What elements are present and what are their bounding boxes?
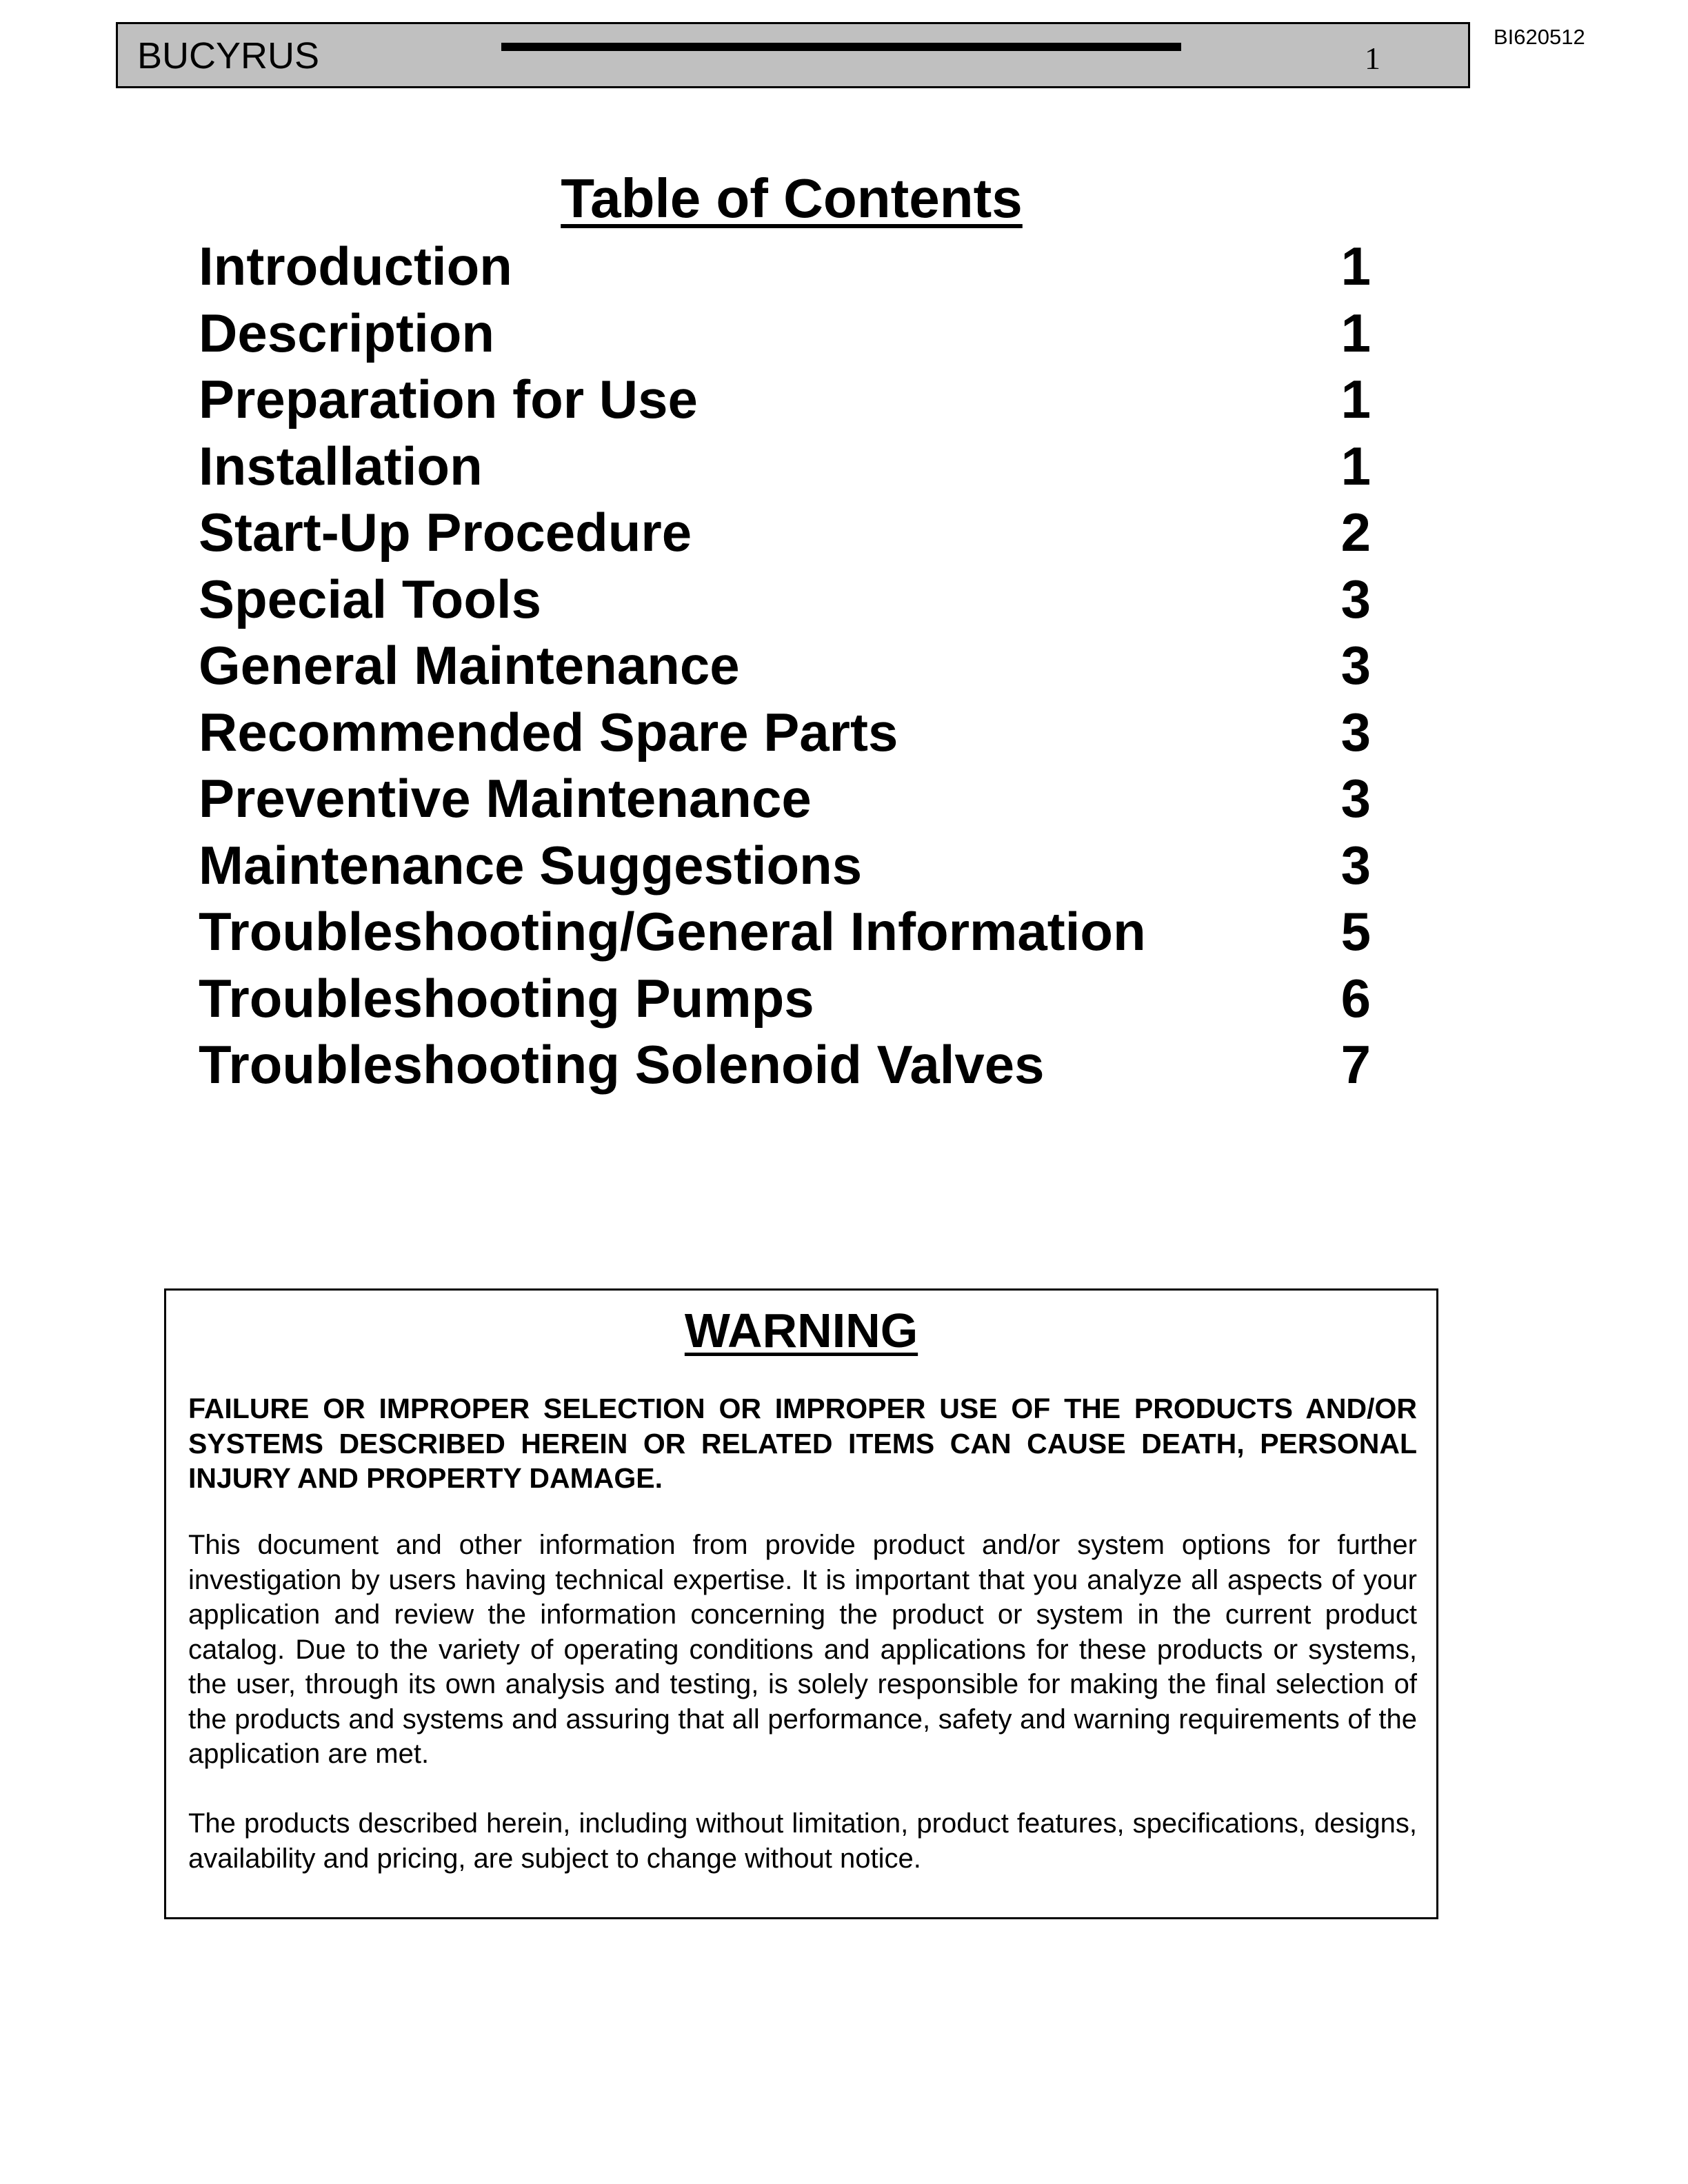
toc-entry-page: 3 <box>1340 701 1371 762</box>
toc-entry-preparation-for-use <box>199 366 1371 433</box>
toc-entry-label: Troubleshooting Solenoid Valves <box>199 1034 1045 1095</box>
toc-entry-page: 1 <box>1340 236 1371 296</box>
toc-entry-label: Recommended Spare Parts <box>199 701 898 762</box>
warning-notice-paragraph: The products described herein, including without limitation, product features, specifications, designs, availability and pricing, are subject to change without notice. <box>188 1808 1417 1874</box>
toc-entry-page: 7 <box>1340 1034 1371 1095</box>
toc-entry-installation <box>199 433 1371 500</box>
toc-entry-page: 3 <box>1340 635 1371 696</box>
toc-entry-start-up-procedure <box>199 499 1371 566</box>
toc-entry-page: 1 <box>1340 369 1371 429</box>
header-rule-divider <box>501 43 1181 51</box>
toc-entry-general-maintenance <box>199 632 1371 699</box>
page-header <box>116 22 1470 88</box>
toc-entry-label: Introduction <box>199 236 512 296</box>
toc-entry-page: 1 <box>1340 302 1371 363</box>
toc-entry-label: Maintenance Suggestions <box>199 834 863 896</box>
toc-entry-label: Description <box>199 302 495 363</box>
toc-entry-troubleshooting-general-information <box>199 898 1371 965</box>
toc-entry-label: Preventive Maintenance <box>199 768 812 829</box>
warning-title: WARNING <box>684 1304 918 1357</box>
toc-entry-page: 2 <box>1340 502 1371 563</box>
toc-entry-label: Troubleshooting Pumps <box>199 967 814 1029</box>
warning-body-paragraph: This document and other information from provide product and/or system options for further investigation by users having technical expertise. It is important that you analyze all aspects of your application and review the information concerning the product or system in the current product catalog. Due to the variety of operating conditions and applications for these products or systems, the user, through its own analysis and testing, is solely responsible for making the final selection of the products and systems and assuring that all performance, safety and warning requirements of the application are met. <box>188 1530 1417 1769</box>
brand-name: BUCYRUS <box>137 35 320 77</box>
toc-entry-label: Preparation for Use <box>199 369 698 429</box>
toc-entry-maintenance-suggestions <box>199 832 1371 899</box>
toc-list <box>199 233 1371 1098</box>
toc-entry-troubleshooting-solenoid-valves <box>199 1031 1371 1098</box>
toc-entry-special-tools <box>199 566 1371 633</box>
header-page-number: 1 <box>1365 41 1380 76</box>
document-code: BI620512 <box>1494 25 1585 49</box>
toc-entry-troubleshooting-pumps <box>199 965 1371 1032</box>
toc-entry-page: 3 <box>1340 568 1371 629</box>
toc-entry-label: Installation <box>199 435 483 496</box>
toc-entry-preventive-maintenance <box>199 765 1371 832</box>
toc-entry-page: 1 <box>1340 435 1371 496</box>
toc-entry-label: Start-Up Procedure <box>199 502 692 563</box>
toc-entry-label: General Maintenance <box>199 635 740 696</box>
toc-title: Table of Contents <box>561 168 1023 229</box>
toc-entry-page: 5 <box>1340 901 1371 962</box>
toc-entry-description <box>199 300 1371 367</box>
toc-entry-page: 3 <box>1340 768 1371 829</box>
toc-entry-label: Special Tools <box>199 568 542 629</box>
toc-entry-label: Troubleshooting/General Information <box>199 901 1146 962</box>
toc-entry-recommended-spare-parts <box>199 699 1371 766</box>
warning-lead-paragraph: FAILURE OR IMPROPER SELECTION OR IMPROPER USE OF THE PRODUCTS AND/OR SYSTEMS DESCRIBED HEREIN OR RELATED ITEMS CAN CAUSE DEATH, PERSONAL INJURY AND PROPERTY DAMAGE. <box>188 1393 1417 1494</box>
toc-entry-page: 3 <box>1340 834 1371 896</box>
warning-box <box>164 1288 1438 1919</box>
toc-entry-introduction <box>199 233 1371 300</box>
toc-entry-page: 6 <box>1340 967 1371 1029</box>
